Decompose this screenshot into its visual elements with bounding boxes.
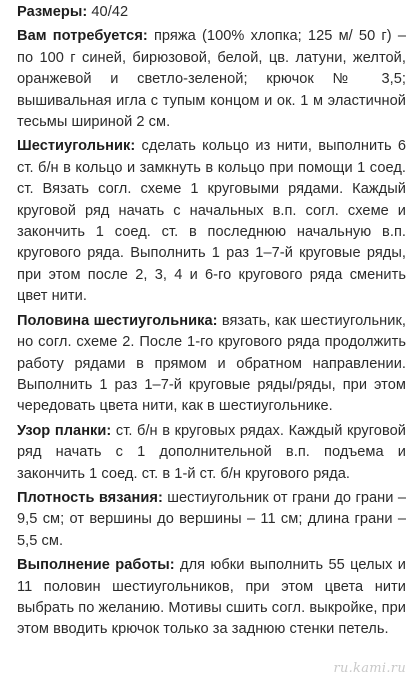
section-gauge	[17, 488, 406, 552]
section-label: Плотность вязания:	[17, 489, 163, 506]
section-text: для юбки выполнить 55 целых и 11 половин шестиугольников, при этом цвета нити выбрать по желанию. Мотивы сшить согл. выкройке, при этом вводить крючок только за заднюю стенки петель.	[17, 557, 406, 638]
section-text: ст. б/н в круговых рядах. Каждый круговой ряд начать с 1 дополнительной в.п. подъема и закончить 1 соед. ст. в 1-й ст. б/н кругового ряда.	[17, 422, 406, 482]
section-label: Выполнение работы:	[17, 557, 175, 574]
section-band-pattern	[17, 421, 406, 485]
section-label: Вам потребуется:	[17, 28, 148, 45]
section-materials	[17, 26, 406, 133]
section-instructions	[17, 555, 406, 641]
section-text: 40/42	[87, 4, 129, 20]
section-label: Половина шестиугольника:	[17, 312, 218, 329]
section-label: Шестиугольник:	[17, 138, 136, 155]
section-text: вязать, как шестиугольник, но согл. схеме 2. После 1-го кругового ряда продолжить работу рядами в прямом и обратном направлении. Выполнить 1 раз 1–7-й круговые ряды/ряды, при этом чередовать цвета нити, как в шестиугольнике.	[17, 312, 406, 415]
section-label: Узор планки:	[17, 422, 112, 439]
section-text: шестиугольник от грани до грани – 9,5 см; от вершины до вершины – 11 см; длина грани – 5,5 см.	[17, 489, 406, 549]
watermark: ru.kami.ru	[333, 661, 406, 676]
section-half-hexagon	[17, 311, 406, 418]
section-sizes	[17, 2, 406, 23]
section-text: пряжа (100% хлопка; 125 м/ 50 г) – по 100 г синей, бирюзовой, белой, цв. латуни, желтой, оранжевой и светло-зеленой; крючок № 3,5; вышивальная игла с тупым концом и ок. 1 м эластичной тесьмы шириной 2 см.	[17, 28, 406, 131]
section-text: сделать кольцо из нити, выполнить 6 ст. б/н в кольцо и замкнуть в кольцо при помощи 1 соед. ст. Вязать согл. схеме 1 круговыми рядами. Каждый круговой ряд начать с начальных в.п. согл. схеме и закончить 1 соед. ст. в последнюю начальную в.п. кругового ряда. Выполнить 1 раз 1–7-й круговые ряды, при этом после 2, 3, 4 и 6-го кругового ряда сменить цвет нити.	[17, 138, 406, 305]
section-hexagon	[17, 136, 406, 307]
section-label: Размеры:	[17, 4, 88, 20]
